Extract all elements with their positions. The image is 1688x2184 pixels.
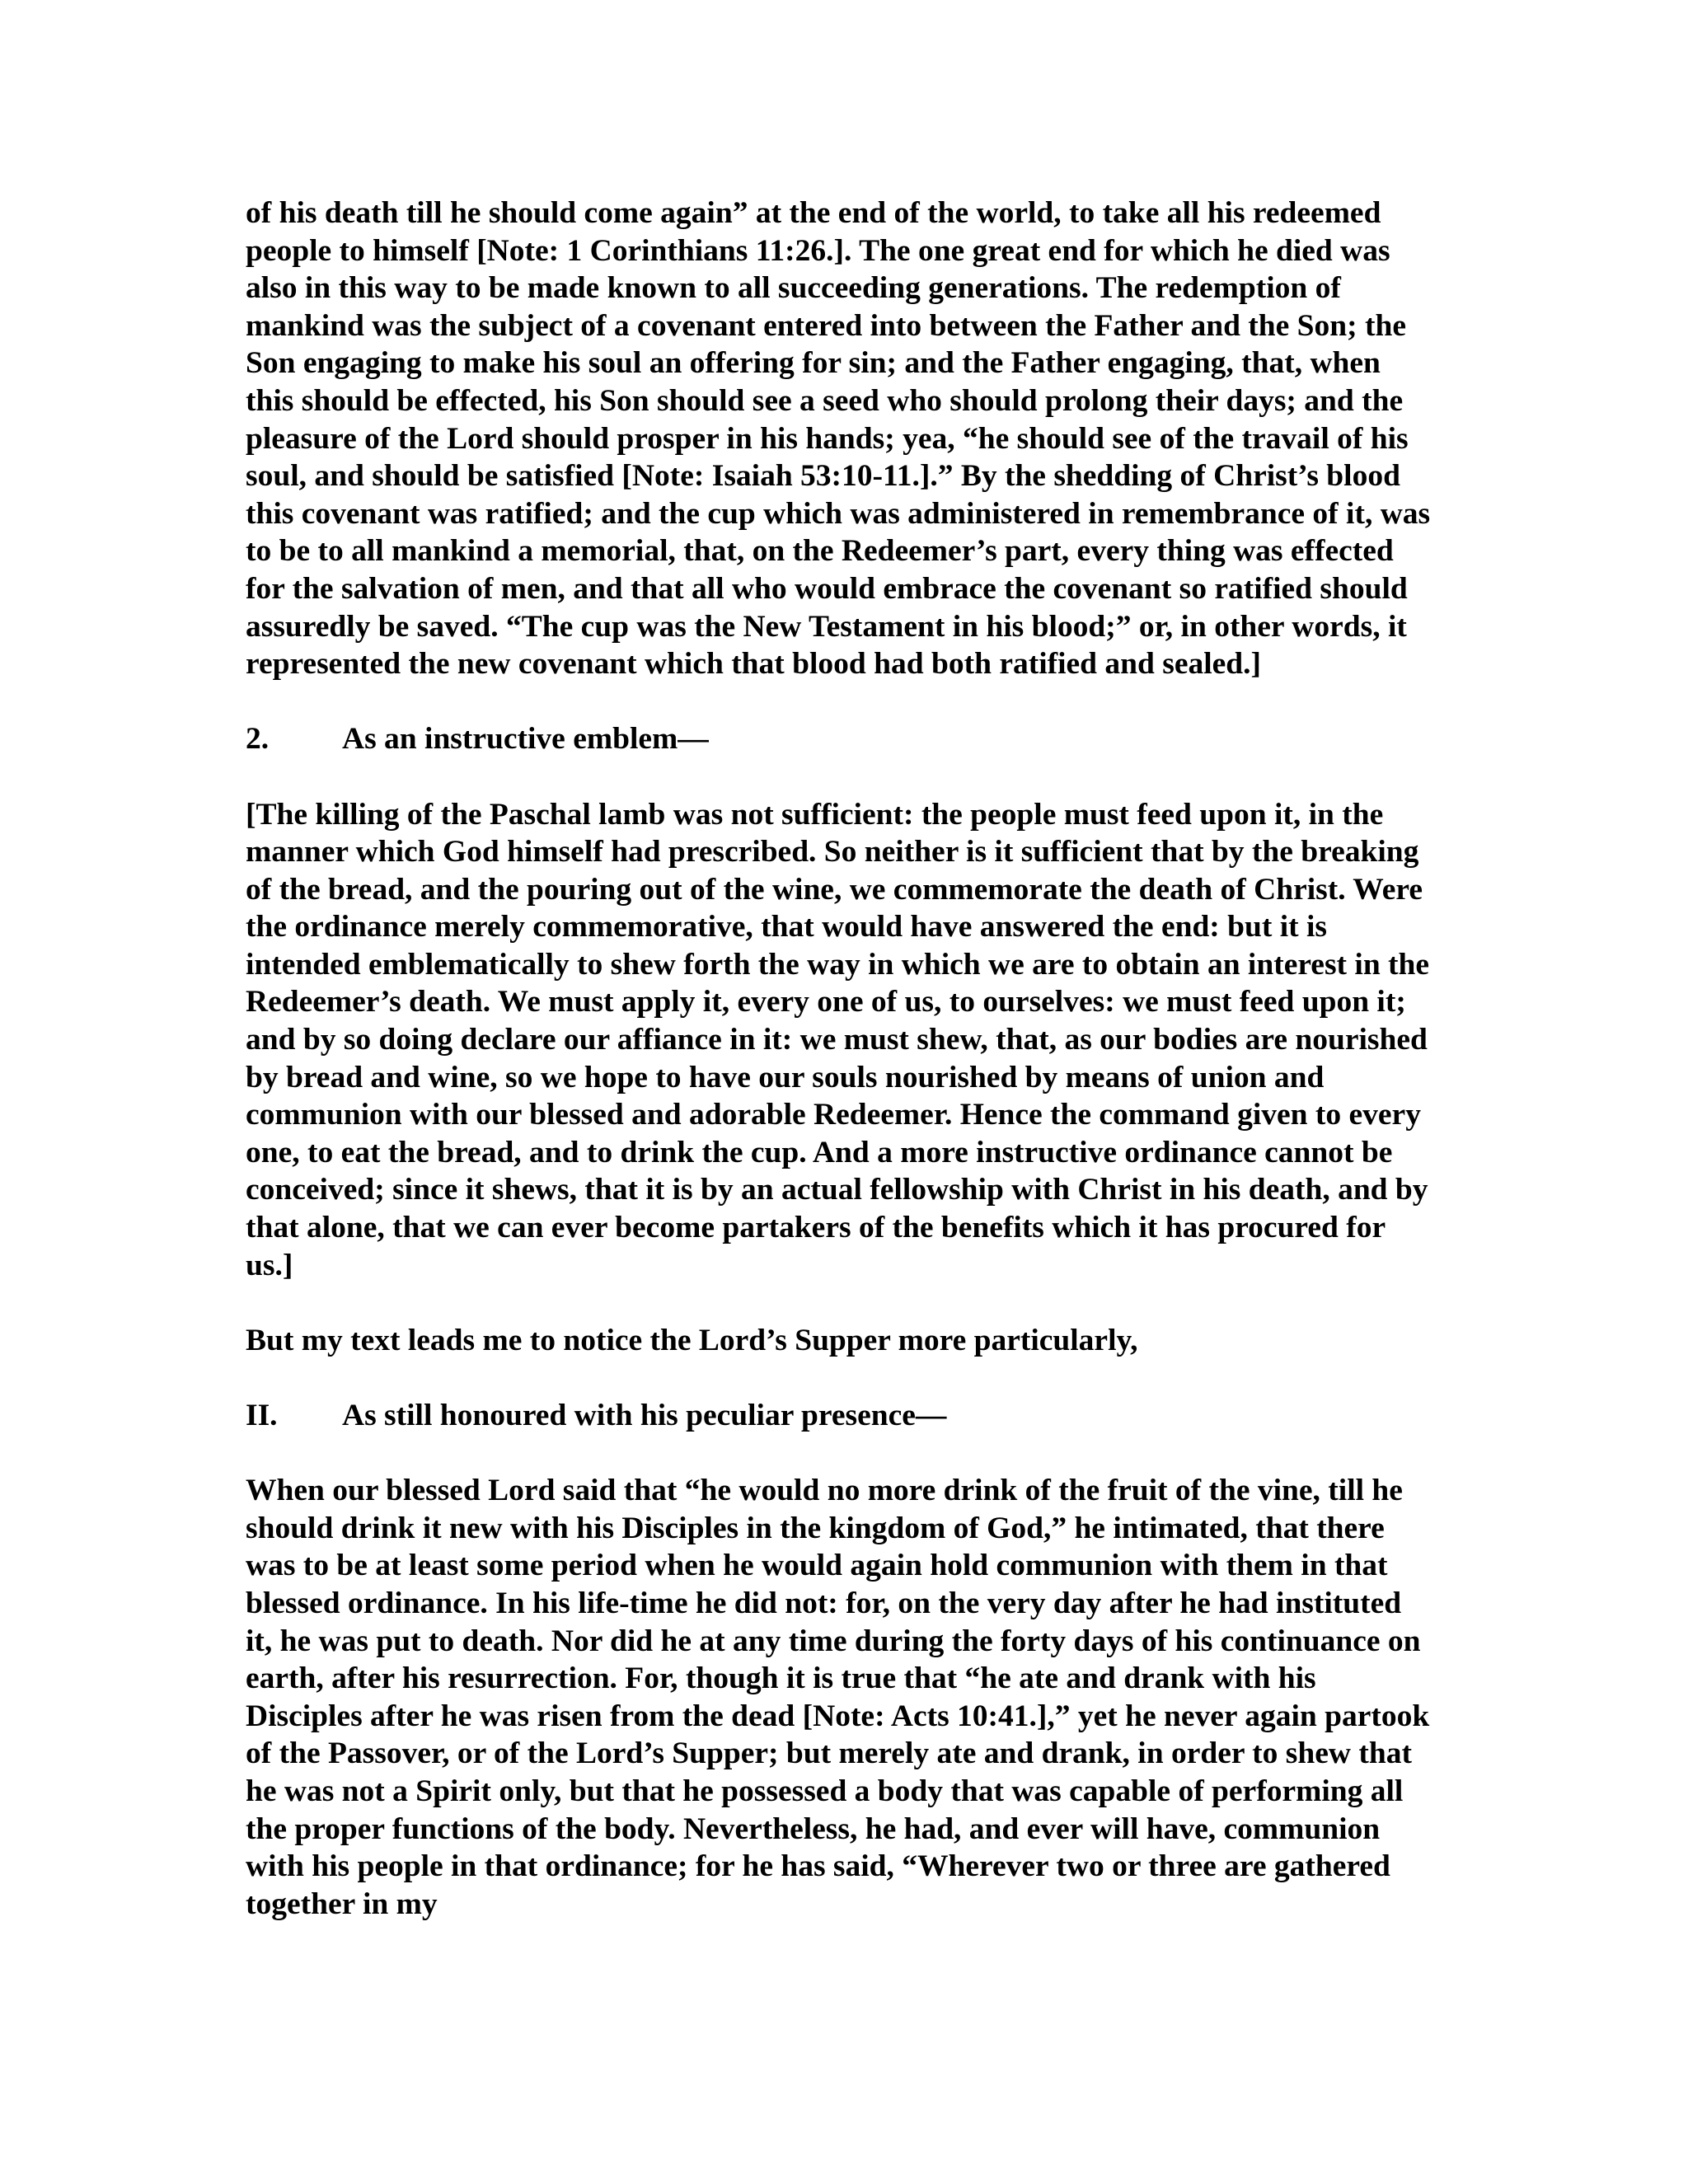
paragraph-spacer bbox=[246, 1284, 1432, 1322]
document-page bbox=[246, 194, 1432, 1923]
section-heading-II bbox=[246, 1397, 1432, 1435]
section-title: As an instructive emblem— bbox=[342, 722, 709, 757]
paragraph-spacer bbox=[246, 758, 1432, 796]
paragraph-instructive-emblem: [The killing of the Paschal lamb was not sufficient: the people must feed upon it, in the manner which God himself had prescribed. So neither is it sufficient that by the breaking of the bread, and the pouring out of the wine, we commemorate the death of Christ. Were the ordinance merely commemorative, that would have answered the end: but it is intended emblematically to shew forth the way in which we are to obtain an interest in the Redeemer’s death. We must apply it, every one of us, to ourselves: we must feed upon it; and by so doing declare our affiance in it: we must shew, that, as our bodies are nourished by bread and wine, so we hope to have our souls nourished by means of union and communion with our blessed and adorable Redeemer. Hence the command given to every one, to eat the bread, and to drink the cup. And a more instructive ordinance cannot be conceived; since it shews, that it is by an actual fellowship with Christ in his death, and by that alone, that we can ever become partakers of the benefits which it has procured for us.] bbox=[246, 797, 1430, 1282]
paragraph-spacer bbox=[246, 683, 1432, 721]
section-heading-2 bbox=[246, 720, 1432, 758]
paragraph-spacer bbox=[246, 1359, 1432, 1397]
section-number: II. bbox=[246, 1399, 278, 1432]
paragraph-spacer bbox=[246, 1435, 1432, 1473]
section-number: 2. bbox=[246, 722, 270, 757]
section-title: As still honoured with his peculiar presence— bbox=[342, 1399, 947, 1432]
paragraph-transition: But my text leads me to notice the Lord’s Supper more particularly, bbox=[246, 1323, 1138, 1357]
paragraph-peculiar-presence: When our blessed Lord said that “he would no more drink of the fruit of the vine, till he should drink it new with his Disciples in the kingdom of God,” he intimated, that there was to be at least some period when he would again hold communion with them in that blessed ordinance. In his life-time he did not: for, on the very day after he had instituted it, he was put to death. Nor did he at any time during the forty days of his continuance on earth, after his resurrection. For, though it is true that “he ate and drank with his Disciples after he was risen from the dead [Note: Acts 10:41.],” yet he never again partook of the Passover, or of the Lord’s Supper; but merely ate and drank, in order to shew that he was not a Spirit only, but that he possessed a body that was capable of performing all the proper functions of the body. Nevertheless, he had, and ever will have, communion with his people in that ordinance; for he has said, “Wherever two or three are gathered together in my bbox=[246, 1474, 1430, 1921]
paragraph-commemorative-continuation: of his death till he should come again” at the end of the world, to take all his redeemed people to himself [Note: 1 Corinthians 11:26.]. The one great end for which he died was also in this way to be made known to all succeeding generations. The redemption of mankind was the subject of a covenant entered into between the Father and the Son; the Son engaging to make his soul an offering for sin; and the Father engaging, that, when this should be effected, his Son should see a seed who should prolong their days; and the pleasure of the Lord should prosper in his hands; yea, “he should see of the travail of his soul, and should be satisfied [Note: Isaiah 53:10-11.].” By the shedding of Christ’s blood this covenant was ratified; and the cup which was administered in remembrance of it, was to be to all mankind a memorial, that, on the Redeemer’s part, every thing was effected for the salvation of men, and that all who would embrace the covenant so ratified should assuredly be saved. “The cup was the New Testament in his blood;” or, in other words, it represented the new covenant which that blood had both ratified and sealed.] bbox=[246, 196, 1431, 682]
